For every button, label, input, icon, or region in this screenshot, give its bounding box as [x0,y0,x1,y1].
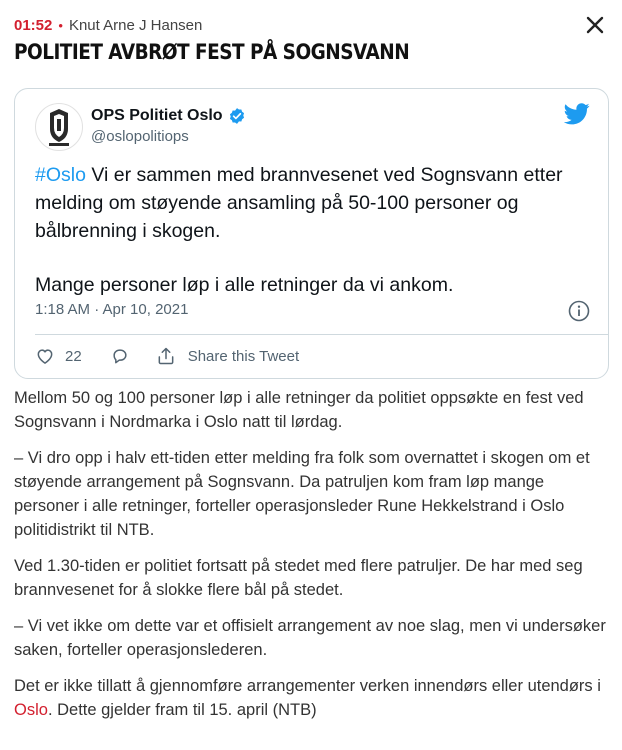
article-paragraph-4: – Vi vet ikke om dette var et offisielt arrangement av noe slag, men vi undersøker saken, forteller operasjonslederen. [14,617,606,659]
meta-separator: • [58,17,63,33]
tweet-body-text: Vi er sammen med brannvesenet ved Sognsvann etter melding om støyende ansamling på 50-100 personer og bålbrenning i skogen. [35,164,563,242]
account-name-text: OPS Politiet Oslo [91,107,223,124]
article-paragraph-5 [14,674,606,722]
hashtag-link[interactable]: #Oslo [35,164,86,186]
article-meta [14,15,202,35]
avatar[interactable] [35,103,83,151]
embedded-tweet[interactable] [14,88,609,379]
tweet-actions [35,345,299,367]
account-name[interactable] [91,107,246,125]
heart-icon [35,346,55,366]
tweet-divider [35,334,608,335]
article-text: Det er ikke tillatt å gjennomføre arrangementer verken innendørs eller utendørs i [14,677,601,695]
tweet-text [35,161,595,299]
tweet-paragraph [35,161,595,245]
account-handle[interactable]: @oslopolitiops [91,128,189,145]
author-name: Knut Arne J Hansen [68,16,203,34]
page-title: POLITIET AVBRØT FEST PÅ SOGNSVANN [14,40,410,64]
share-icon [156,346,176,366]
tweet-paragraph-2: Mange personer løp i alle retninger da vi ankom. [35,274,454,296]
share-tweet-button[interactable] [156,346,299,366]
publish-time: 01:52 [14,16,53,34]
article-body [14,386,606,734]
like-count: 22 [65,347,82,365]
twitter-bird-icon[interactable] [564,103,590,125]
close-icon [582,12,608,38]
article-text-end: . Dette gjelder fram til 15. april (NTB) [47,701,317,719]
tweet-timestamp[interactable]: 1:18 AM · Apr 10, 2021 [35,301,189,318]
article-paragraph-3: Ved 1.30-tiden er politiet fortsatt på stedet med flere patruljer. De har med seg brannvesenet for å slokke flere bål på stedet. [14,557,583,599]
reply-bubble-icon [110,346,130,366]
oslo-link[interactable]: Oslo [14,701,48,719]
info-icon[interactable] [568,300,590,322]
police-crest-icon [42,107,76,147]
close-button[interactable] [582,12,608,38]
verified-badge-icon [228,107,246,125]
article-paragraph-2: – Vi dro opp i halv ett-tiden etter melding fra folk som overnattet i skogen om et støyende arrangement på Sognsvann. Da patruljen kom fram løp mange personer i alle retninger, forteller operasjonsleder Rune Hekkelstrand i Oslo politidistrikt til NTB. [14,449,590,539]
like-button[interactable] [35,346,110,366]
share-tweet-label: Share this Tweet [187,347,300,365]
reply-button[interactable] [110,346,130,366]
article-paragraph-1: Mellom 50 og 100 personer løp i alle retninger da politiet oppsøkte en fest ved Sognsvann i Nordmarka i Oslo natt til lørdag. [14,389,584,431]
